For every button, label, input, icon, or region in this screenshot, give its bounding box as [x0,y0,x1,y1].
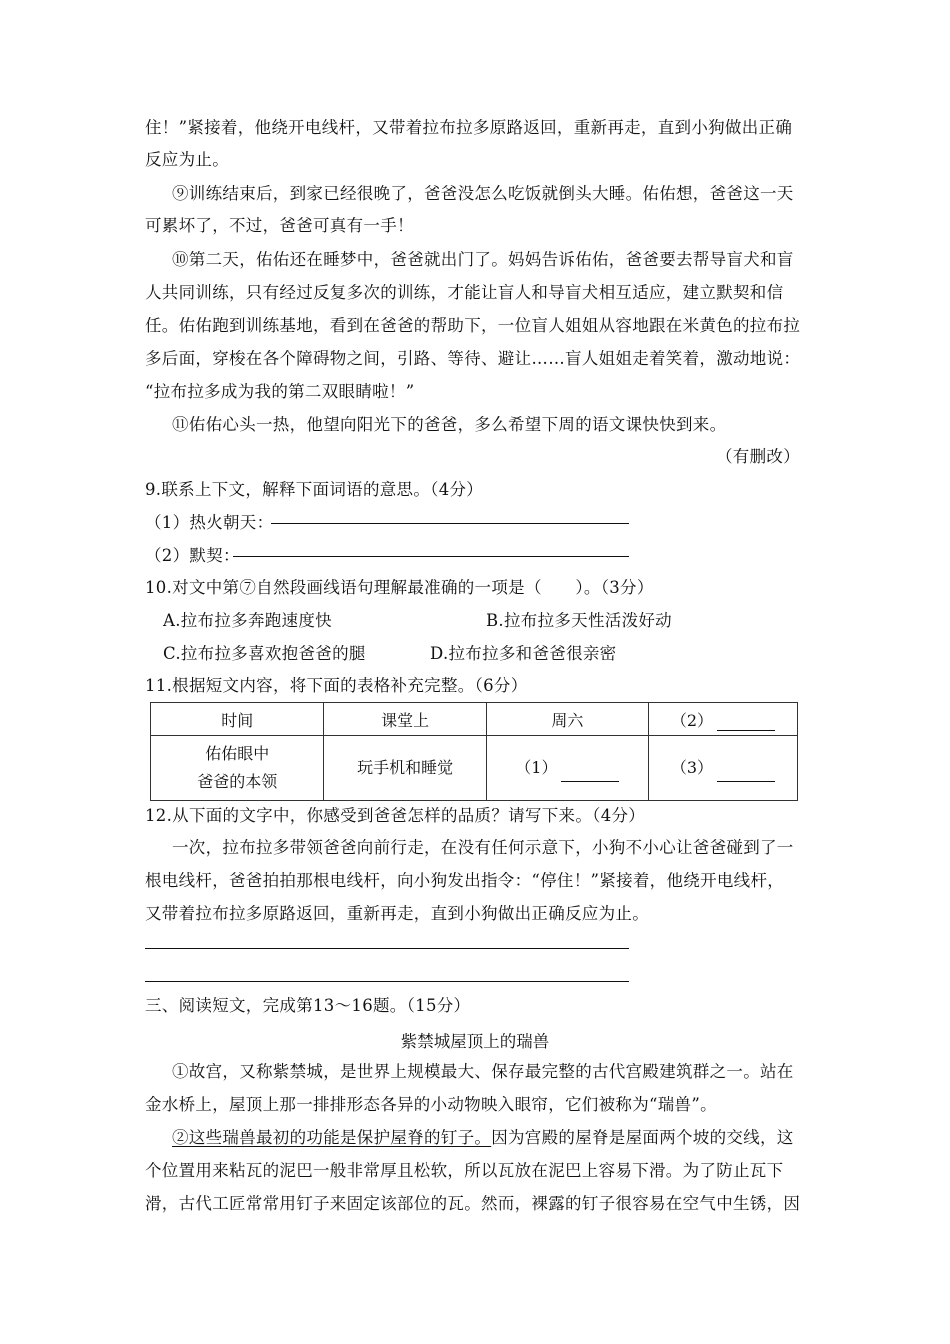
blank-2-label: （2） [670,710,714,730]
passage-line: 任。佑佑跑到训练基地，看到在爸爸的帮助下，一位盲人姐姐从容地跟在米黄色的拉布拉 [145,316,801,335]
passage-line: 个位置用来粘瓦的泥巴一般非常厚且松软，所以瓦放在泥巴上容易下滑。为了防止瓦下 [145,1161,784,1180]
table-header-blank-2[interactable] [648,703,797,736]
passage-line: ①故宫，又称紫禁城，是世界上规模最大、保存最完整的古代宫殿建筑群之一。站在 [172,1062,794,1081]
blank-3-label: （3） [670,758,714,777]
table-cell-last[interactable] [648,736,797,801]
passage-line: ⑪佑佑心头一热，他望向阳光下的爸爸，多么希望下周的语文课快快到来。 [172,415,727,434]
passage-title: 紫禁城屋顶上的瑞兽 [400,1032,550,1051]
blank-1-label: （1） [515,758,558,777]
quote-line: 又带着拉布拉多原路返回，重新再走，直到小狗做出正确反应为止。 [145,904,649,923]
option-b[interactable]: B.拉布拉多天性活泼好动 [486,611,672,630]
passage-line: “拉布拉多成为我的第二双眼睛啦！” [145,382,415,401]
passage-line: ⑩第二天，佑佑还在睡梦中，爸爸就出门了。妈妈告诉佑佑，爸爸要去帮导盲犬和盲 [172,250,794,269]
table-cell-class: 玩手机和睡觉 [324,736,487,801]
quote-line: 一次，拉布拉多带领爸爸向前行走，在没有任何示意下，小狗不小心让爸爸碰到了一 [172,838,794,857]
passage-line: 滑，古代工匠常常用钉子来固定该部位的瓦。然而，裸露的钉子很容易在空气中生锈，因 [145,1194,801,1213]
option-d[interactable]: D.拉布拉多和爸爸很亲密 [430,644,617,663]
question-9-stem: 9.联系上下文，解释下面词语的意思。（4分） [145,480,484,499]
passage-line: 金水桥上，屋顶上那一排排形态各异的小动物映入眼帘，它们被称为“瑞兽”。 [145,1095,717,1114]
question-12-stem: 12.从下面的文字中，你感受到爸爸怎样的品质？请写下来。（4分） [145,806,646,825]
question-11-table [150,702,798,801]
section-3-heading: 三、阅读短文，完成第13～16题。（15分） [145,996,471,1015]
passage-line: 多后面，穿梭在各个障碍物之间，引路、等待、避让……盲人姐姐走着笑着，激动地说： [145,349,801,368]
blank-3-line[interactable] [717,767,775,782]
quote-line: 根电线杆，爸爸拍拍那根电线杆，向小狗发出指令：“停住！”紧接着，他绕开电线杆， [145,871,785,890]
option-a[interactable]: A.拉布拉多奔跑速度快 [163,611,332,630]
answer-line-12-1[interactable] [145,948,629,949]
question-9-item-2: （2）默契： [145,546,240,565]
question-11-stem: 11.根据短文内容，将下面的表格补充完整。（6分） [145,676,528,695]
passage-line: ⑨训练结束后，到家已经很晚了，爸爸没怎么吃饭就倒头大睡。佑佑想，爸爸这一天 [172,184,794,203]
blank-1-line[interactable] [561,767,619,782]
question-9-item-1: （1）热火朝天： [145,513,274,532]
passage-line [172,1128,794,1148]
passage-line: 人共同训练，只有经过反复多次的训练，才能让盲人和导盲犬相互适应，建立默契和信 [145,283,784,302]
answer-line-9-1[interactable] [271,523,629,524]
answer-line-9-2[interactable] [233,556,629,557]
option-c[interactable]: C.拉布拉多喜欢抱爸爸的腿 [163,644,366,663]
table-header-time: 时间 [151,703,324,736]
row-label-line-2: 爸爸的本领 [197,772,278,791]
blank-2-line[interactable] [717,716,775,731]
table-cell-saturday[interactable] [486,736,648,801]
table-header-saturday: 周六 [486,703,648,736]
table-header-class: 课堂上 [324,703,487,736]
answer-line-12-2[interactable] [145,981,629,982]
row-label-line-1: 佑佑眼中 [205,744,270,763]
underlined-sentence: ②这些瑞兽最初的功能是保护屋脊的钉子。 [172,1128,492,1147]
question-10-stem: 10.对文中第⑦自然段画线语句理解最准确的一项是（ ）。（3分） [145,578,654,597]
passage-line: 住！”紧接着，他绕开电线杆，又带着拉布拉多原路返回，重新再走，直到小狗做出正确 [145,118,793,137]
passage-line: 可累坏了，不过，爸爸可真有一手！ [145,216,414,235]
edit-note: （有删改） [716,447,800,466]
sentence-rest: 因为宫殿的屋脊是屋面两个坡的交线，这 [491,1128,794,1147]
passage-line: 反应为止。 [145,150,229,169]
table-row-label [151,736,324,801]
